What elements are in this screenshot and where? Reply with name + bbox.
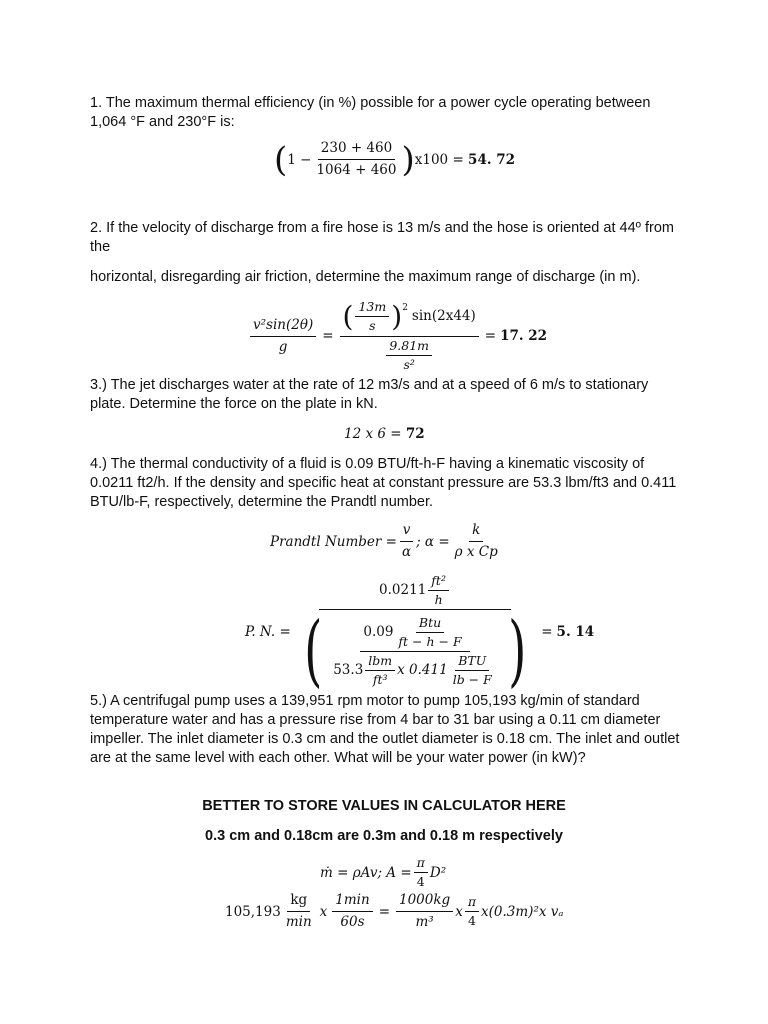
eq4-main-fraction: 0.0211 $\frac{\text{ft²}}{h}$ ( 0.09 $\frac{\text{Btu}}{ft - h - F}$ 53.3 $\frac{\text{lbm}}{\text{ft³}}$ x 0.411 $\frac{\text{BTU}}{lb - F}$ ) [303,573,527,696]
unit-note: 0.3 cm and 0.18cm are 0.3m and 0.18 m respectively [205,828,563,844]
equation-4: P. N. = 0.0211 $\frac{\text{ft²}}{h}$ ( 0.09 $\frac{\text{Btu}}{ft - h - F}$ 53.3 $\frac{\text{lbm}}{\text{ft³}}$ x 0.411 $\frac{\text{BTU}}{lb - F}$ ) = 5. 14 [245,573,595,696]
eq2-rhs-fraction: ( $\frac{13m}{s}$ ) 2 sin(2x44) $\frac{9.81m}{\text{s²}}$ [340,300,479,372]
eq1-one: 1 − [287,151,312,168]
eq1-mult: x100 = [414,151,464,168]
question-2-text-b: horizontal, disregarding air friction, determine the maximum range of discharge (in m). [90,269,641,285]
eq1-result: 54. 72 [468,151,516,168]
question-2-text-a: 2. If the velocity of discharge from a fire hose is 13 m/s and the hose is oriented at 44º from the [90,220,674,255]
eq3-result: 72 [405,426,425,442]
mass-flow-equation: ṁ = ρAv; A = $\frac{\pi}{4}$ D² [320,855,447,889]
eq2-result: 17. 22 [500,328,548,344]
equation-3: 12 x 6 = 72 [344,426,425,442]
flow-equation: 105,193 $\frac{kg}{\min}$ x $\frac{1\min}{60s}$ = $\frac{1000kg}{\text{m³}}$ x $\frac{\pi}{4}$ x(0.3m)²x vₐ [225,892,564,930]
eq2-sin: sin(2x44) [411,308,476,324]
equation-1: ( 1 − $\frac{230 + 460}{1064 + 460}$ ) x100 = 54. 72 [274,139,516,180]
eq2-velocity-fraction: $\frac{13m}{s}$ [355,300,389,333]
question-5-text: 5.) A centrifugal pump uses a 139,951 rpm motor to pump 105,193 kg/min of standard temperature water and has a pressure rise from 4 bar to 31 bar using a 0.11 cm diameter impeller. The inlet diameter is 0.3 cm and the outlet diameter is 0.18 cm. The inlet and outlet are at the same level with each other. What will be your water power (in kW)? [90,693,680,766]
eq4-result: 5. 14 [556,624,595,640]
eq2-g-fraction: $\frac{9.81m}{\text{s²}}$ [386,339,432,372]
eq4-denominator-fraction: 0.09 $\frac{\text{Btu}}{ft - h - F}$ 53.3 $\frac{\text{lbm}}{\text{ft³}}$ x 0.411 $\frac{\text{BTU}}{lb - F}$ [333,614,492,687]
equation-2: $\frac{\text{v²sin(2θ)}}{g}$ = ( $\frac{13m}{s}$ ) 2 sin(2x44) $\frac{9.81m}{\text{s²}}$ = 17. 22 [248,300,547,372]
eq2-lhs-fraction: $\frac{\text{v²sin(2θ)}}{g}$ [250,317,316,356]
question-4-text: 4.) The thermal conductivity of a fluid is 0.09 BTU/ft-h-F having a kinematic viscosity of 0.0211 ft2/h. If the density and specific heat at constant pressure are 53.3 lbm/ft3 and 0.411 BTU/lb-F, respectively, determine the Prandtl number. [90,456,677,510]
calculator-note: BETTER TO STORE VALUES IN CALCULATOR HERE [202,798,566,814]
question-1-text: 1. The maximum thermal efficiency (in %) possible for a power cycle operating between 1,064 °F and 230°F is: [90,95,651,130]
eq1-fraction: $\frac{230 + 460}{1064 + 460}$ [316,140,397,178]
prandtl-definition: Prandtl Number = $\frac{v}{\alpha}$ ; α = $\frac{k}{\text{ρ x Cp}}$ [270,522,498,560]
question-3-text: 3.) The jet discharges water at the rate of 12 m3/s and at a speed of 6 m/s to stationary plate. Determine the force on the plate in kN. [90,377,649,412]
